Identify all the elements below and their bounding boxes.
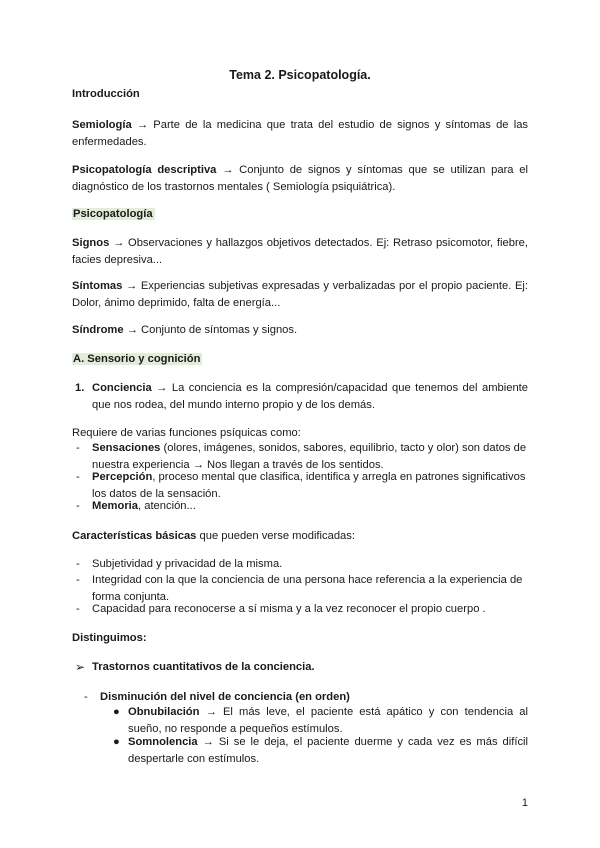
disminucion-heading: Disminución del nivel de conciencia (en orden): [100, 691, 350, 703]
caracteristicas-heading: Características básicas que pueden verse modificadas:: [72, 530, 355, 542]
section-heading-sensorio: A. Sensorio y cognición: [73, 353, 201, 365]
definition-sintomas: Síntomas → Experiencias subjetivas expresadas y verbalizadas por el propio paciente. Ej: Dolor, ánimo deprimido, falta de energía...: [72, 280, 529, 309]
list-item-capacidad: Capacidad para reconocerse a sí misma y a la vez reconocer el propio cuerpo .: [92, 603, 486, 615]
requiere-intro: Requiere de varias funciones psíquicas como:: [72, 427, 301, 439]
dash-marker: -: [76, 442, 80, 454]
numbered-item-conciencia: Conciencia → La conciencia es la compresión/capacidad que tenemos del ambiente que nos rodea, del mundo interno propio y de los demás.: [92, 382, 528, 411]
page-number: 1: [521, 797, 528, 809]
dash-marker: -: [76, 500, 80, 512]
intro-heading: Introducción: [72, 88, 140, 100]
list-item-integridad: Integridad con la que la conciencia de una persona hace referencia a la experiencia de forma conjunta.: [92, 574, 523, 603]
trastornos-heading: Trastornos cuantitativos de la conciencia.: [92, 661, 315, 673]
list-item-percepcion: Percepción, proceso mental que clasifica, identifica y arregla en patrones significativos los datos de la sensación.: [92, 471, 526, 500]
dash-marker: -: [76, 558, 80, 570]
dash-marker: -: [76, 574, 80, 586]
dash-marker: -: [76, 471, 80, 483]
bullet-dot-icon: ●: [113, 736, 120, 748]
section-heading-psicopatologia: Psicopatología: [73, 208, 153, 220]
list-item-somnolencia: Somnolencia → Si se le deja, el paciente duerme y cada vez es más difícil despertarle con estímulos.: [128, 736, 529, 765]
definition-semiologia: Semiología → Parte de la medicina que trata del estudio de signos y síntomas de las enfermedades.: [72, 119, 529, 148]
dash-marker: -: [84, 691, 88, 703]
definition-sindrome: Síndrome → Conjunto de síntomas y signos.: [72, 324, 298, 336]
list-item-memoria: Memoria, atención...: [92, 500, 196, 512]
list-number: 1.: [75, 382, 85, 394]
definition-signos: Signos → Observaciones y hallazgos objetivos detectados. Ej: Retraso psicomotor, fiebre, facies depresiva...: [72, 237, 529, 266]
arrow-bullet-icon: ➢: [75, 660, 86, 674]
list-item-obnubilacion: Obnubilación → El más leve, el paciente está apático y con tendencia al sueño, no responde a pequeños estímulos.: [128, 706, 529, 735]
dash-marker: -: [76, 603, 80, 615]
list-item-subjetividad: Subjetividad y privacidad de la misma.: [92, 558, 283, 570]
list-item-sensaciones: Sensaciones (olores, imágenes, sonidos, sabores, equilibrio, tacto y olor) son datos de nuestra experiencia → Nos llegan a través de los sentidos.: [92, 442, 527, 471]
distinguimos-heading: Distinguimos:: [72, 632, 147, 644]
bullet-dot-icon: ●: [113, 706, 120, 718]
page-title: Tema 2. Psicopatología.: [229, 68, 371, 82]
definition-psicopatologia-descriptiva: Psicopatología descriptiva → Conjunto de signos y síntomas que se utilizan para el diagnóstico de los trastornos mentales ( Semiología psiquiátrica).: [72, 164, 529, 193]
